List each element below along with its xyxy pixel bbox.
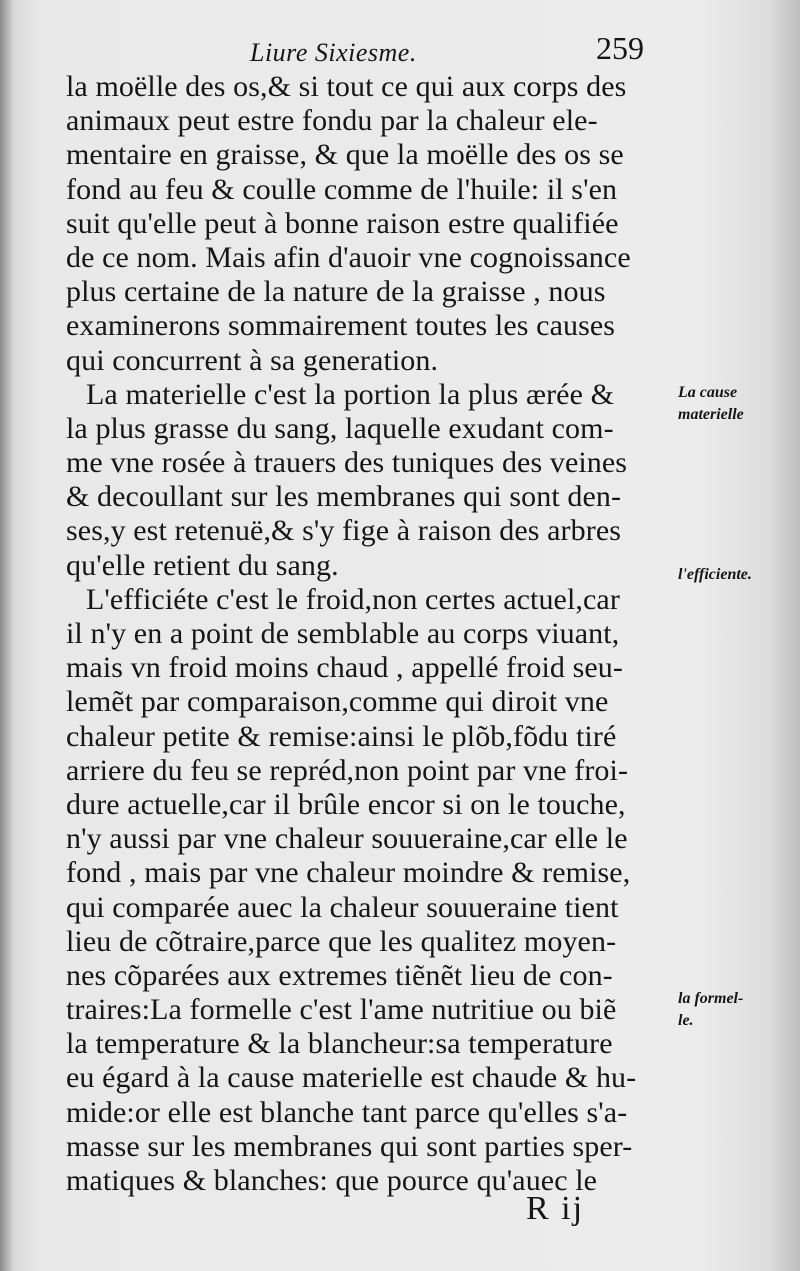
text-line: & decoullant sur les membranes qui sont den- [66,480,622,514]
margin-note-materielle [678,382,794,426]
text-line: traires:La formelle c'est l'ame nutritiue ou biẽ [66,993,617,1027]
text-line: lieu de cõtraire,parce que les qualitez moyen- [66,924,617,958]
margin-note-line: La cause [678,384,738,401]
text-line: qui comparée auec la chaleur souueraine tient [66,890,619,924]
margin-note-line: materielle [678,406,744,423]
text-line: la temperature & la blancheur:sa temperature [66,1027,613,1061]
text-line: dure actuelle,car il brûle encor si on le touche, [66,787,626,821]
margin-note-line: l'efficiente. [678,566,752,583]
text-line: ses,y est retenuë,& s'y fige à raison des arbres [66,514,622,548]
text-line: arriere du feu se repréd,non point par vne froi- [66,753,629,787]
page-number: 259 [596,30,644,66]
margin-note-efficiente [678,564,794,586]
text-line: il n'y en a point de semblable au corps viuant, [66,617,620,650]
body-text [66,70,678,1198]
text-line: me vne rosée à trauers des tuniques des veines [66,446,628,480]
text-line: la plus grasse du sang, laquelle exudant com- [66,411,614,445]
text-line: L'efficiéte c'est le froid,non certes actuel,car [86,582,620,616]
text-line: fond , mais par vne chaleur moindre & remise, [66,856,631,890]
text-line: matiques & blanches: que pource qu'auec le [66,1164,598,1197]
text-line: la moëlle des os,& si tout ce qui aux corps des [66,70,627,103]
text-line: qui concurrent à sa generation. [66,343,439,377]
margin-note-line: le. [678,1012,694,1029]
text-line: plus certaine de la nature de la graisse , nous [66,275,606,309]
margin-note-line: la formel- [678,990,744,1007]
text-line: chaleur petite & remise:ainsi le plõb,fõdu tiré [66,719,617,753]
text-line: eu égard à la cause materielle est chaude & hu- [66,1061,637,1095]
text-line: mais vn froid moins chaud , appellé froid seu- [66,651,623,685]
text-line: qu'elle retient du sang. [66,548,339,582]
signature-mark: R ij [526,1190,585,1227]
text-line: n'y aussi par vne chaleur souueraine,car elle le [66,822,628,856]
text-line: mide:or elle est blanche tant parce qu'elles s'a- [66,1095,628,1129]
text-line: suit qu'elle peut à bonne raison estre qualifiée [66,206,619,240]
text-line: fond au feu & coulle comme de l'huile: il s'en [66,172,618,206]
text-line: animaux peut estre fondu par la chaleur ele- [66,104,598,138]
text-line: lemẽt par comparaison,comme qui diroit vne [66,685,609,719]
text-line: La materielle c'est la portion la plus ærée & [86,377,615,411]
text-line: masse sur les membranes qui sont parties sper- [66,1129,633,1163]
text-line: nes cõparées aux extremes tiẽnẽt lieu de con- [66,958,613,992]
text-line: examinerons sommairement toutes les causes [66,309,616,343]
text-line: mentaire en graisse, & que la moëlle des os se [66,138,624,172]
text-line: de ce nom. Mais afin d'auoir vne cognoissance [66,240,631,274]
margin-note-formelle [678,988,794,1032]
running-head: Liure Sixiesme. [250,38,417,67]
